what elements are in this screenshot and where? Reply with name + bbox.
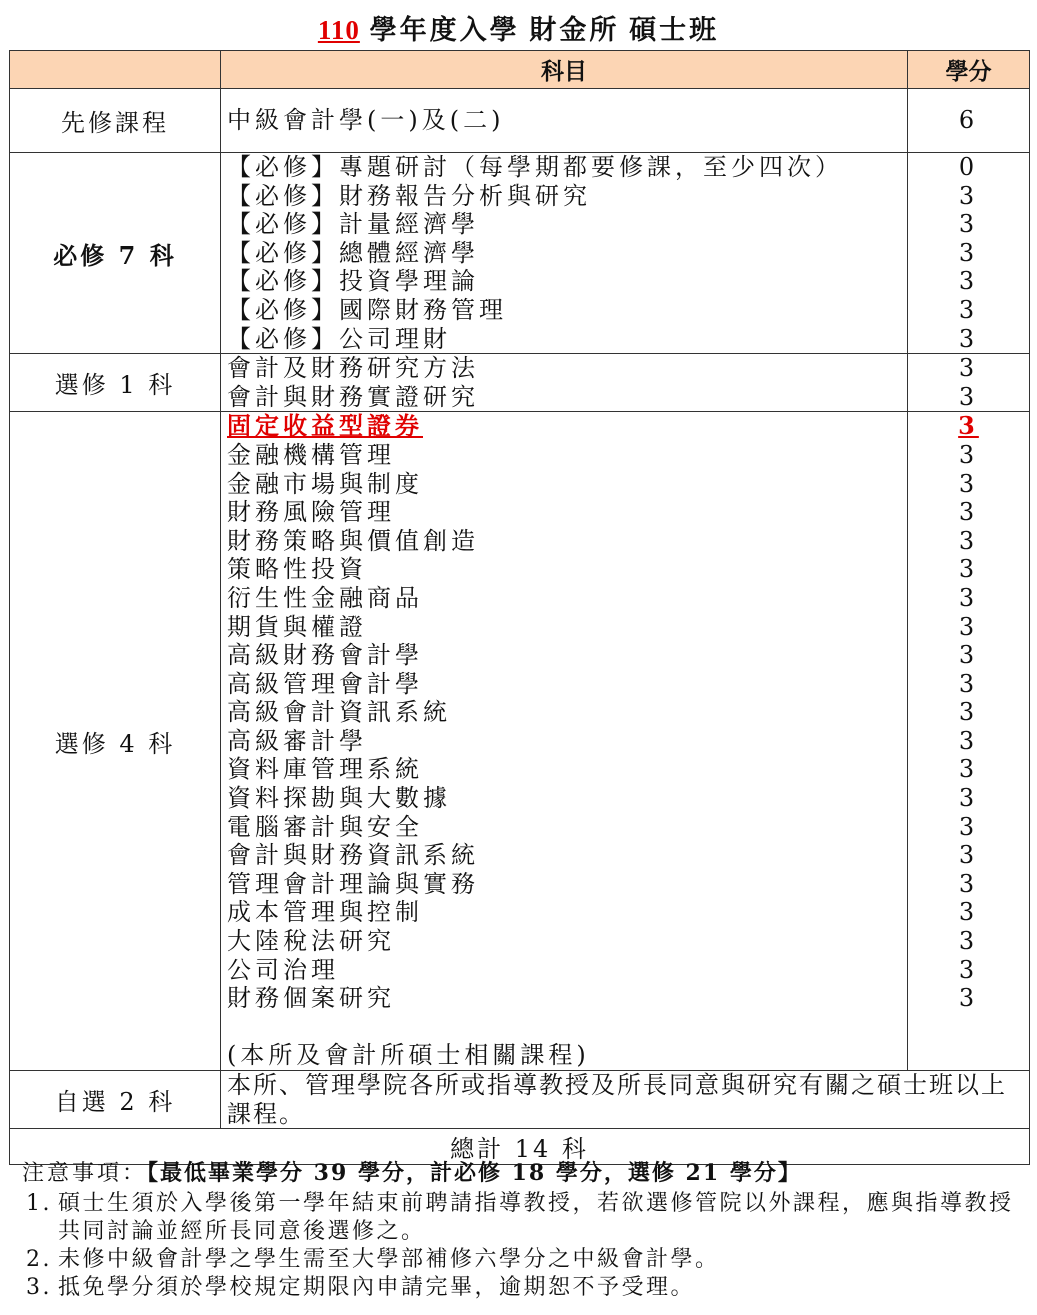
self-selected-row [10,1071,1030,1129]
required-subject: 【必修】投資學理論 [227,267,479,296]
credit-value: 3 [958,898,979,927]
required-subject: 【必修】國際財務管理 [227,295,507,324]
credit-value: 3 [958,267,979,296]
elective-subject: 公司治理 [227,955,339,984]
self-selected-subject: 本所、管理學院各所或指導教授及所長同意與研究有關之碩士班以上課程。 [221,1071,1030,1129]
elective-subject: 金融機構管理 [227,440,395,469]
title-text: 學年度入學 財金所 碩士班 [359,15,720,45]
credit-value: 3 [958,583,979,612]
credit-value: 3 [958,555,979,584]
elective-four-subjects [221,412,908,1071]
category-required: 必修 7 科 [10,153,221,354]
credit-value: 3 [958,324,979,353]
elective-subject: 會計及財務研究方法 [227,354,479,383]
elective-subject: 期貨與權證 [227,612,367,641]
credit-value-highlighted: 3 [958,411,979,441]
category-elective-four: 選修 4 科 [10,412,221,1071]
elective-one-credits [908,354,1030,412]
required-row [10,153,1030,354]
header-credits: 學分 [908,51,1030,89]
elective-subject: 財務風險管理 [227,498,395,527]
elective-subject: 資料庫管理系統 [227,755,423,784]
credit-value: 3 [958,295,979,324]
list-item: 3. 抵免學分須於學校規定期限內申請完畢，逾期恕不予受理。 [26,1275,696,1300]
header-category [10,51,221,89]
credit-value: 3 [958,726,979,755]
notes-section [22,1157,1022,1302]
elective-subject: 高級財務會計學 [227,641,423,670]
title-year: 110 [317,15,360,45]
notes-list [22,1190,1022,1302]
credit-value: 3 [958,210,979,239]
credit-value: 3 [958,869,979,898]
credit-value: 3 [958,784,979,813]
list-item: 2. 未修中級會計學之學生需至大學部補修六學分之中級會計學。 [26,1247,720,1272]
required-subject: 【必修】總體經濟學 [227,238,479,267]
credit-value: 3 [958,812,979,841]
elective-subject: 大陸稅法研究 [227,927,395,956]
required-subject: 【必修】公司理財 [227,324,451,353]
elective-subject: 高級管理會計學 [227,669,423,698]
elective-subject: 會計與財務實證研究 [227,382,479,411]
required-subject: 【必修】計量經濟學 [227,210,479,239]
elective-subject: 衍生性金融商品 [227,583,423,612]
notes-heading-line [22,1157,1022,1190]
credit-value: 3 [958,612,979,641]
elective-one-subjects [221,354,908,412]
credit-value: 3 [958,440,979,469]
elective-subject: 財務個案研究 [227,984,395,1013]
elective-subject: 資料探勘與大數據 [227,784,451,813]
elective-subject-highlighted: 固定收益型證券 [227,411,423,441]
minimum-credits: 【最低畢業學分 39 學分，計必修 18 學分，選修 21 學分】 [147,1160,802,1186]
elective-four-credits [908,412,1030,1071]
category-self-selected: 自選 2 科 [10,1071,221,1129]
elective-subject: 成本管理與控制 [227,898,423,927]
credit-value: 3 [958,841,979,870]
elective-note: (本所及會計所碩士相關課程) [227,1041,590,1070]
credit-value: 3 [958,669,979,698]
prerequisite-credits: 6 [908,89,1030,153]
elective-subject: 管理會計理論與實務 [227,869,479,898]
credit-value: 3 [958,755,979,784]
elective-subject: 會計與財務資訊系統 [227,841,479,870]
list-item: 1. 碩士生須於入學後第一學年結束前聘請指導教授，若欲選修管院以外課程，應與指導教授共同討論並經所長同意後選修之。 [26,1191,1014,1244]
page-title [0,8,1037,47]
category-prerequisite: 先修課程 [10,89,221,153]
required-credits [908,153,1030,354]
elective-subject: 高級會計資訊系統 [227,698,451,727]
credit-value: 3 [958,984,979,1013]
category-elective-one: 選修 1 科 [10,354,221,412]
prerequisite-row [10,89,1030,153]
required-subject: 【必修】財務報告分析與研究 [227,181,591,210]
notes-heading: 注意事項： [22,1161,148,1186]
credit-value: 3 [958,955,979,984]
header-subject: 科目 [221,51,908,89]
elective-one-row [10,354,1030,412]
credit-value: 3 [958,181,979,210]
elective-subject: 高級審計學 [227,726,367,755]
credit-value: 3 [958,641,979,670]
table-header-row [10,51,1030,89]
credit-value: 3 [958,498,979,527]
credit-value: 3 [958,382,979,411]
credit-value: 3 [958,238,979,267]
elective-subject: 財務策略與價值創造 [227,526,479,555]
elective-four-row [10,412,1030,1071]
credit-value: 3 [958,354,979,383]
required-subject: 【必修】專題研討（每學期都要修課，至少四次） [227,153,843,181]
total-count: 總計 14 科 [10,1129,1030,1165]
elective-subject: 金融市場與制度 [227,469,423,498]
credit-value: 3 [958,698,979,727]
prerequisite-subject: 中級會計學(一)及(二) [221,89,908,153]
credit-value: 0 [958,153,979,181]
elective-subject: 電腦審計與安全 [227,812,423,841]
credit-value: 3 [958,469,979,498]
credit-value: 3 [958,927,979,956]
elective-subject: 策略性投資 [227,555,367,584]
required-subjects [221,153,908,354]
credit-value: 3 [958,526,979,555]
curriculum-table [9,50,1030,1165]
